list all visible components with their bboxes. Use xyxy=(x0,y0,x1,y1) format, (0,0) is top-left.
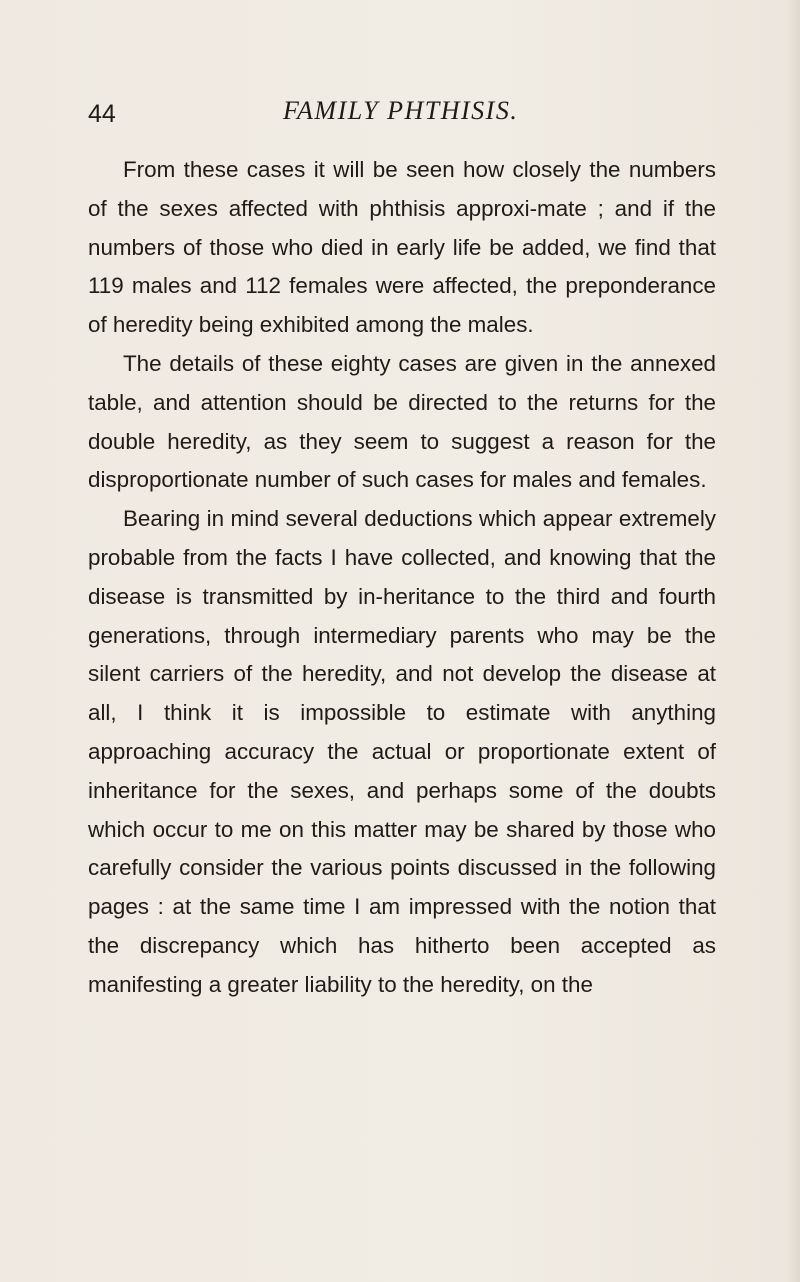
paragraph-2: The details of these eighty cases are given in the annexed table, and attention should be directed to the returns for the double heredity, as they seem to suggest a reason for the disproportionate number of such cases for males and females. xyxy=(88,350,716,493)
paragraph-3: Bearing in mind several deductions which appear extremely probable from the facts I have collected, and knowing that the disease is transmitted by in-heritance to the third and fourth generations, through intermediary parents who may be the silent carriers of the heredity, and not develop the disease at all, I think it is impossible to estimate with anything approaching accuracy the actual or proportionate extent of inheritance for the sexes, and perhaps some of the doubts which occur to me on this matter may be shared by those who carefully consider the various points discussed in the following pages : at the same time I am impressed with the notion that the discrepancy which has hitherto been accepted as manifesting a greater liability to the heredity, on the xyxy=(88,506,716,997)
paragraph-1: From these cases it will be seen how closely the numbers of the sexes affected with phthisis approxi-mate ; and if the numbers of those who died in early life be added, we find that 119 males and 112 females were affected, the preponderance of heredity being exhibited among the males. xyxy=(88,157,716,338)
page-edge-shadow xyxy=(786,0,800,1282)
running-title: FAMILY PHTHISIS. xyxy=(283,96,519,125)
page-number: 44 xyxy=(88,100,116,128)
running-head xyxy=(88,96,716,132)
body-text xyxy=(88,151,716,1005)
